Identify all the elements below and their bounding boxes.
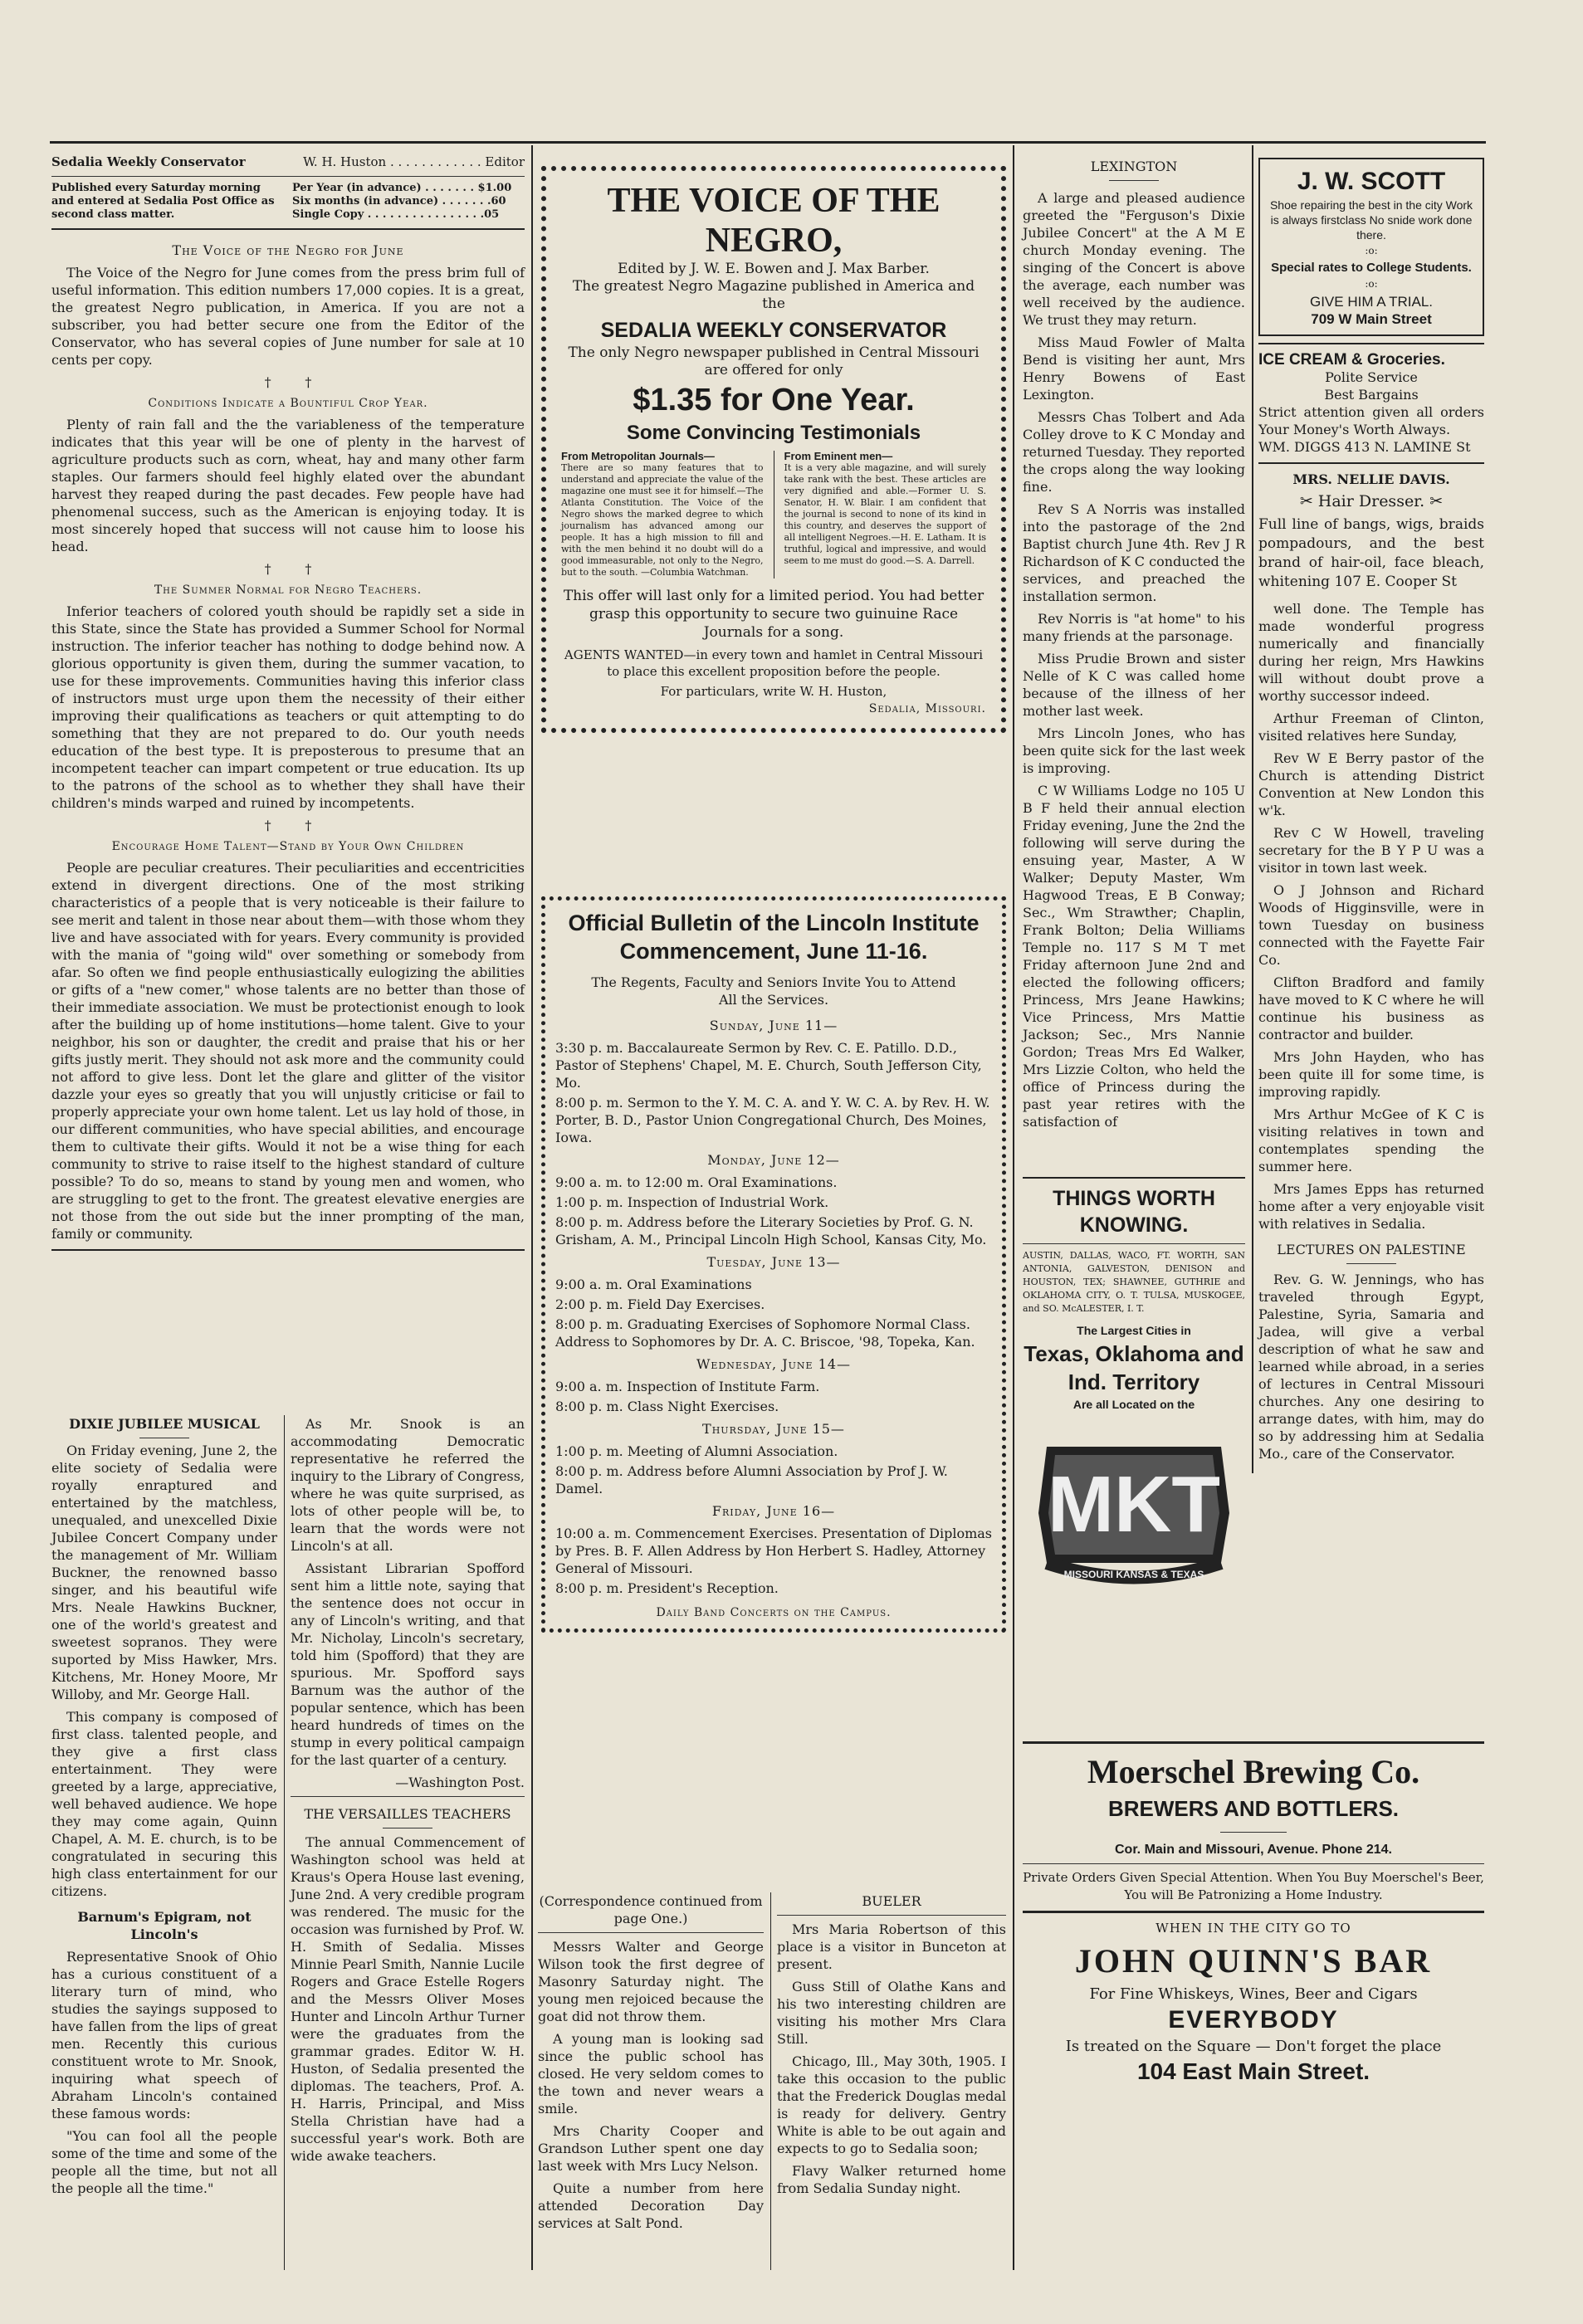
- schedule-day: Monday, June 12—: [707, 1152, 840, 1168]
- snook-para: As Mr. Snook is an accommodating Democratic representative he referred the inquiry to the Library of Congress, where he was quite surprised, as lots of other people will be, to learn that the words were not Lincoln's at all.: [291, 1416, 525, 1554]
- quinn-for: For Fine Whiskeys, Wines, Beer and Cigars: [1089, 1985, 1418, 2003]
- voice-ad-price: $1.35 for One Year.: [633, 383, 915, 417]
- mkt-logo-text: MKT: [1048, 1460, 1220, 1549]
- quinn-treated: Is treated on the Square — Don't forget the place: [1065, 2038, 1442, 2055]
- ice-text: Strict attention given all orders Your Money's Worth Always.: [1258, 404, 1484, 437]
- schedule-item: 9:00 a. m. Inspection of Institute Farm.: [555, 1379, 820, 1394]
- palestine-title: LECTURES ON PALESTINE: [1277, 1242, 1466, 1257]
- metro-title: From Metropolitan Journals—: [561, 450, 715, 462]
- davis-ad: [1258, 471, 1484, 592]
- ice-title: ICE CREAM & Groceries.: [1258, 351, 1445, 369]
- scissors-icon: ✂: [1299, 492, 1313, 510]
- metro-text: There are so many features that to understand and appreciate the value of the magazine one must see it for himself.—The Atlanta Constitution. The Voice of the Negro shows the marked degree to which journalism has advanced among our people. It has a high mission to fill and with the men behind it no doubt will do a good immeasurable, not only to the Negro, but to the south. —Columbia Watchman.: [561, 462, 764, 578]
- moerschel-addr: Cor. Main and Missouri, Avenue. Phone 214.: [1115, 1843, 1392, 1857]
- voice-ad-greatest: The greatest Negro Magazine published in America and the: [572, 278, 975, 312]
- bueler: [777, 1892, 1006, 2202]
- publishing-note: Published every Saturday morning and entered at Sedalia Post Office as second class matter.: [51, 182, 275, 221]
- schedule-item: 9:00 a. m. Oral Examinations: [555, 1277, 752, 1292]
- lex-para: Mrs Lincoln Jones, who has been quite sick for the last week is improving.: [1023, 725, 1245, 776]
- editor-line: W. H. Huston . . . . . . . . . . . . Editor: [303, 154, 525, 169]
- mkt-largest: The Largest Cities in: [1077, 1324, 1191, 1337]
- schedule-item: 8:00 p. m. President's Reception.: [555, 1580, 779, 1596]
- masthead-details: [51, 182, 525, 222]
- barnum-title: Barnum's Epigram, not Lincoln's: [77, 1909, 252, 1942]
- corr-title: (Correspondence continued from page One.): [539, 1893, 763, 1926]
- lex-para: Miss Prudie Brown and sister Nelle of K C was called home because of the illness of her mother last week.: [1023, 651, 1245, 719]
- schedule-day: Wednesday, June 14—: [696, 1356, 852, 1372]
- bottom-ads: [1023, 1735, 1484, 2088]
- lexington-title: LEXINGTON: [1090, 159, 1178, 174]
- voice-ad-testimonials: Some Convincing Testimonials: [626, 422, 921, 444]
- scott-ad: J. W. SCOTT Shoe repairing the best in the city Work is always firstclass No snide work done there. :o: Special rates to College Students. :o: GIVE HIM A TRIAL. 709 W Main Street: [1258, 158, 1484, 336]
- mkt-states: Texas, Oklahoma and Ind. Territory: [1024, 1341, 1244, 1394]
- schedule-item: 8:00 p. m. Sermon to the Y. M. C. A. and Y. W. C. A. by Rev. H. W. Porter, B. D., Pastor Union Congregational Church, Des Moines, Iowa.: [555, 1095, 990, 1145]
- ice-addr: WM. DIGGS 413 N. LAMINE St: [1258, 439, 1471, 455]
- mkt-logo-band: MISSOURI KANSAS & TEXAS: [1063, 1569, 1204, 1580]
- left-sub-column-a: [51, 1415, 277, 2202]
- lexington-column: [1023, 158, 1245, 1135]
- snook-para: Assistant Librarian Spofford sent him a little note, saying that the sentence does not occur in any of Lincoln's writing, and that Mr. Nicholay, Lincoln's secretary, told him (Spofford) that they are spurious. Mr. Spofford says Barnum was the author of the popular sentence, which has been heard hundreds of times on the stump in every political campaign for the last quarter of a century.: [291, 1560, 525, 1768]
- men-text: It is a very able magazine, and will surely take rank with the best. These articles are very dignified and able.—Former U. S. Senator, H. W. Blair. I am confident that the journal is second to none of its kind in this country, and deserves the support of all intelligent Negroes.—H. E. Latham. It is truthful, logical and impressive, and would seem to me must do good.—S. A. Darrell.: [784, 462, 986, 566]
- palestine-text: Rev. G. W. Jennings, who has traveled through Egypt, Palestine, Syria, Samaria and Jadea, will give a verbal description of what he saw and learned while abroad, in a series of lectures in Central Missouri churches. Any one desiring to arrange dates, with him, may do so by addressing him at Sedalia Mo., care of the Conservator.: [1258, 1272, 1484, 1462]
- bueler-title: BUELER: [862, 1893, 921, 1909]
- ice-bargains: Best Bargains: [1324, 387, 1419, 403]
- lex2-para: Clifton Bradford and family have moved to K C where he will continue his business as contractor and builder.: [1258, 974, 1484, 1042]
- men-title: From Eminent men—: [784, 450, 893, 462]
- summer-text: Inferior teachers of colored youth should be rapidly set a side in this State, since the State has provided a Summer School for Normal instruction. The inferior teacher has nothing to dodge behind now. A glorious opportunity is given them, during the summer vacation, to use for these improvements. Communities having this inferior class of instructors must urge upon them the necessity of their either improving their qualifications as teachers or quit attempting to do something that they are not prepared to do. Our youth needs education of the best type. It is preposterous to presume that an incompetent teacher can impart competent or true education. Its up to the patrons of the school as to whether they shall have their children's minds warped and ruined by incompetents.: [51, 603, 525, 811]
- lex2-para: Mrs James Epps has returned home after a very enjoyable visit with relatives in Sedalia.: [1258, 1181, 1484, 1232]
- davis-name: MRS. NELLIE DAVIS.: [1292, 471, 1450, 487]
- scott-trial: GIVE HIM A TRIAL.: [1309, 294, 1433, 310]
- dixie-title: DIXIE JUBILEE MUSICAL: [69, 1416, 260, 1432]
- lex2-para: Mrs Arthur McGee of K C is visiting relatives in town and contemplates spending the summer here.: [1258, 1106, 1484, 1174]
- summer-title: The Summer Normal for Negro Teachers.: [154, 583, 423, 597]
- scissors-icon: ✂: [1429, 492, 1444, 510]
- paper-name: Sedalia Weekly Conservator: [51, 154, 246, 169]
- voice-ad-offer: This offer will last only for a limited period. You had better grasp this opportunity to secure two guinuine Race Journals for a song.: [563, 588, 984, 641]
- barnum-quote: "You can fool all the people some of the time and some of the people all the time, but not all the people all the time.": [51, 2128, 277, 2196]
- lex-para: Messrs Chas Tolbert and Ada Colley drove to K C Monday and returned Tuesday. They reported the crops along the way looking fine.: [1023, 409, 1245, 495]
- schedule-item: 2:00 p. m. Field Day Exercises.: [555, 1296, 765, 1312]
- schedule-item: 10:00 a. m. Commencement Exercises. Presentation of Diplomas by Pres. B. F. Allen Address by Hon Herbert S. Hadley, Attorney General of Missouri.: [555, 1526, 992, 1576]
- column-rule: [1252, 145, 1253, 1473]
- davis-trade: Hair Dresser.: [1317, 492, 1425, 510]
- scott-addr: 709 W Main Street: [1311, 311, 1432, 327]
- bueler-para: Guss Still of Olathe Kans and his two interesting children are visiting his mother Mrs Clara Still.: [777, 1979, 1006, 2047]
- voice-ad-only: The only Negro newspaper published in Central Missouri are offered for only: [568, 344, 980, 378]
- schedule-item: 8:00 p. m. Graduating Exercises of Sophomore Normal Class. Address to Sophomores by Dr. A. C. Briscoe, '98, Topeka, Kan.: [555, 1316, 975, 1350]
- bueler-para: Flavy Walker returned home from Sedalia Sunday night.: [777, 2163, 1006, 2196]
- moerschel-orders: Private Orders Given Special Attention. When You Buy Moerschel's Beer, You will Be Patronizing a Home Industry.: [1023, 1870, 1484, 1902]
- scott-rates: Special rates to College Students.: [1271, 261, 1472, 275]
- talent-title: Encourage Home Talent—Stand by Your Own Children: [111, 840, 465, 853]
- correspondence: [538, 1892, 764, 2237]
- rate-single: Single Copy . . . . . . . . . . . . . . . .05: [292, 208, 500, 221]
- corr-para: Messrs Walter and George Wilson took the first degree of Masonry Saturday night. The young men rejoiced because the goat did not throw them.: [538, 1939, 764, 2024]
- voice-ad-edited: Edited by J. W. E. Bowen and J. Max Barber.: [618, 261, 930, 277]
- schedule: [555, 1017, 992, 1597]
- corr-para: Quite a number from here attended Decoration Day services at Salt Pond.: [538, 2180, 764, 2231]
- rate-six-months: Six months (in advance) . . . . . . .60: [292, 195, 506, 208]
- voice-ad-frame: [541, 166, 1006, 733]
- voice-ad-place: Sedalia, Missouri.: [868, 702, 986, 715]
- voice-ad-agents: AGENTS WANTED—in every town and hamlet in Central Missouri to place this excellent proposition before the people.: [564, 647, 984, 679]
- left-column: Sedalia Weekly Conservator W. H. Huston . . . . . . . . . . . . Editor Published every Saturday morning and entered at Sedalia Post Office as second class matter. Per Year (in advance) . . . . . . . $1.00 Six months (in advance) . . . . . . .60 Single Copy . . . . . . . . . . . . . . . .05 The Voice of the Negro for June The Voice of the Negro for June comes from the press brim full of useful information. This edition numbers 17,000 copies. It is a great, the greatest Negro publication, in America. If you are not a subscriber, you had better secure one from the Editor of the Conservator, who has several copies of June number for sale at 10 cents per copy. † † Conditions Indicate a Bountiful Crop Year. Plenty of rain fall and the the variableness of the temperature indicates that this year will be one of plenty in the harvest of agriculture products such as corn, wheat, hay and many other farm staples. Our farmers should feel highly elated over the abundant harvest they reaped during the past decades. Few people have had phenomenal success, such as the American is enjoying today. It is most sincerely hoped that success will not cause him to loose his head. † † The Summer Normal for Negro Teachers. Inferior teachers of colored youth should be rapidly set a side in this State, since the State has provided a Summer School for Normal instruction. The inferior teacher has nothing to dodge behind now. A glorious opportunity is given them, during the summer vacation, to use for these improvements. Communities having this inferior class of instructors must urge upon them the necessity of their either improving their qualifications as teachers or quit attempting to do something that they are not prepared to do. Our youth needs education of the best type. It is preposterous to presume that an incompetent teacher can impart competent or true education. Its up to the patrons of the school as to whether they shall have their children's minds warped and ruined by incompetents. † † Encourage Home Talent—Stand by Your Own Children People are peculiar creatures. Their peculiarities and eccentricities extend in divergent directions. One of the most striking characteristics of a people that is very noticeable is their failure to see merit and talent in those near about them—with those whom they live and have associated with for years. Every community is provided with the mania of "going wild" over something or somebody from afar. So often we find people enthusiastically eulogizing the abilities or gifts of a "new comer," whose talents are no better than those of their immediate association. We must be protectionist enough to look after the building up of home institutions—home talent. Give to your neighbor, his son or daughter, the credit and praise that his or her gifts justly merit. They should not ask more and the community could not afford to give less. Dont let the glare and glitter of the visitor dazzle your eyes so greatly that you will unjustly criticise or fail to properly appreciate your own home talent. Let us lay hold of those, in our different communities, who have special abilities, and encourage them to cultivate their gifts. Would it not be a wise thing for each community to strive to raise itself to the highest standard of culture possible? To do so, means to stand by young men and women, who are struggling to get to the front. The greatest elevative energies are not those from the out side but the inner prompting of the man, family or community.: [51, 154, 525, 1257]
- barnum-para: Representative Snook of Ohio has a curious constituent of a literary turn of mind, who studies the sayings supposed to have fallen from the lips of great men. Recently this curious constituent wrote to Mr. Snook, inquiring what speech of Abraham Lincoln's contained these famous words:: [51, 1949, 277, 2121]
- ice-service: Polite Service: [1325, 369, 1418, 385]
- schedule-item: 8:00 p. m. Address before the Literary Societies by Prof. G. N. Grisham, A. M., Principal Lincoln High School, Kansas City, Mo.: [555, 1214, 987, 1247]
- lex2-para: Arthur Freeman of Clinton, visited relatives here Sunday,: [1258, 710, 1484, 744]
- voice-title: The Voice of the Negro for June: [172, 242, 404, 258]
- testimonials: [561, 451, 986, 579]
- schedule-day: Thursday, June 15—: [702, 1421, 845, 1437]
- mkt-logo: [1030, 1422, 1238, 1596]
- quinn-name: JOHN QUINN'S BAR: [1074, 1942, 1433, 1980]
- schedule-day: Friday, June 16—: [711, 1503, 836, 1519]
- scott-text: Shoe repairing the best in the city Work is always firstclass No snide work done there.: [1269, 198, 1473, 242]
- crop-title: Conditions Indicate a Bountiful Crop Year.: [148, 397, 428, 410]
- schedule-day: Tuesday, June 13—: [706, 1254, 841, 1270]
- band-concerts: Daily Band Concerts on the Campus.: [656, 1606, 892, 1619]
- schedule-item: 3:30 p. m. Baccalaureate Sermon by Rev. C. E. Patillo. D.D., Pastor of Stephens' Chapel, M. E. Church, South Jefferson City, Mo.: [555, 1040, 982, 1091]
- far-right-column: [1258, 158, 1484, 1467]
- masthead: [51, 154, 525, 171]
- davis-text: Full line of bangs, wigs, braids pompadours, and the best brand of hair-oil, face bleach, whitening 107 E. Cooper St: [1258, 516, 1484, 590]
- voice-text: The Voice of the Negro for June comes from the press brim full of useful information. This edition numbers 17,000 copies. It is a great, the greatest Negro publication, in America. If you are not a subscriber, you had better secure one from the Editor of the Conservator, who has several copies of June number for sale at 10 cents per copy.: [51, 265, 525, 368]
- bulletin-intro: The Regents, Faculty and Seniors Invite You to Attend All the Services.: [591, 974, 956, 1008]
- corr-para: Mrs Charity Cooper and Grandson Luther spent one day last week with Mrs Lucy Nelson.: [538, 2123, 764, 2174]
- lex2-para: Rev C W Howell, traveling secretary for the B Y P U was a visitor in town last week.: [1258, 825, 1484, 876]
- versailles-title: THE VERSAILLES TEACHERS: [304, 1806, 511, 1822]
- quinn-when: WHEN IN THE CITY GO TO: [1155, 1921, 1351, 1936]
- talent-text: People are peculiar creatures. Their peculiarities and eccentricities extend in divergent directions. One of the most striking characteristics of a people that is very noticeable is their failure to see merit and talent in those near about them—with those whom they live and have associated with for years. Every community is provided with the mania of "going wild" over something or somebody from afar. So often we find people enthusiastically eulogizing the abilities or gifts of a "new comer," whose talents are no better than those of their immediate association. We must be protectionist enough to look after the building up of home institutions—home talent. Give to your neighbor, his son or daughter, the credit and praise that his or her gifts justly merit. They should not ask more and the community could not afford to give less. Dont let the glare and glitter of the visitor dazzle your eyes so greatly that you will unjustly criticise or fail to properly appreciate your own home talent. Let us lay hold of those, in our different communities, who have special abilities, and encourage them to cultivate their gifts. Would it not be a wise thing for each community to strive to raise itself to the highest standard of culture possible? To do so, means to stand by young men and women, who are struggling to get to the front. The greatest elevative energies are not those from the out side but the inner prompting of the man, family or community.: [51, 860, 525, 1242]
- voice-ad: [541, 166, 1006, 733]
- moerschel-name: Moerschel Brewing Co.: [1087, 1753, 1420, 1790]
- schedule-day: Sunday, June 11—: [709, 1018, 838, 1033]
- lex2-para: Mrs John Hayden, who has been quite ill for some time, is improving rapidly.: [1258, 1049, 1484, 1100]
- moerschel-tag: BREWERS AND BOTTLERS.: [1107, 1796, 1400, 1821]
- lex2-para: O J Johnson and Richard Woods of Higginsville, were in town Tuesday on business connected with the Fayette Fair Co.: [1258, 882, 1484, 968]
- lex-para: Miss Maud Fowler of Malta Bend is visiting her aunt, Mrs Henry Bowens of East Lexington.: [1023, 334, 1245, 403]
- corr-para: A young man is looking sad since the public school has closed. He very seldom comes to the town and never wears a smile.: [538, 2031, 764, 2116]
- lex-para: A large and pleased audience greeted the "Ferguson's Dixie Jubilee Concert" at the A M E church Monday evening. The singing of the Concert is above the average, each number was well received by the audience. We trust they may return.: [1023, 190, 1245, 328]
- bueler-para: Mrs Maria Robertson of this place is a visitor in Bunceton at present.: [777, 1921, 1006, 1972]
- schedule-item: 8:00 p. m. Address before Alumni Association by Prof J. W. Damel.: [555, 1463, 948, 1496]
- mkt-located: Are all Located on the: [1072, 1398, 1195, 1411]
- mkt-cities: AUSTIN, DALLAS, WACO, FT. WORTH, SAN ANTONIA, GALVESTON, DENISON and HOUSTON, TEX; SHAWNEE, GUTHRIE and OKLAHOMA CITY, O. T. TULSA, MUSKOGEE, and SO. McALESTER, I. T.: [1023, 1250, 1245, 1314]
- quinn-addr: 104 East Main Street.: [1136, 2058, 1370, 2084]
- bulletin-title: Official Bulletin of the Lincoln Institute Commencement, June 11-16.: [568, 911, 980, 964]
- voice-ad-particulars: For particulars, write W. H. Huston,: [660, 684, 887, 699]
- schedule-item: 1:00 p. m. Inspection of Industrial Work.: [555, 1194, 829, 1210]
- lex-para: Rev Norris is "at home" to his many friends at the parsonage.: [1023, 611, 1245, 644]
- lex2-para: well done. The Temple has made wonderful progress numerically and financially during her reign, Mrs Hawkins will without doubt prove a worthy successor indeed.: [1258, 601, 1484, 704]
- mkt-ad: [1023, 1170, 1245, 1604]
- quinn-everybody: EVERYBODY: [1168, 2006, 1339, 2034]
- schedule-item: 9:00 a. m. to 12:00 m. Oral Examinations.: [555, 1174, 838, 1190]
- crop-text: Plenty of rain fall and the the variableness of the temperature indicates that this year will be one of plenty in the harvest of agriculture products such as corn, wheat, hay and many other farm staples. Our farmers should feel highly elated over the abundant harvest they reaped during the past decades. Few people have had phenomenal success, such as the American is enjoying today. It is most sincerely hoped that success will not cause him to loose his head.: [51, 417, 525, 554]
- ice-ad: [1258, 351, 1484, 456]
- snook-source: —Washington Post.: [395, 1775, 525, 1790]
- voice-ad-title: THE VOICE OF THE NEGRO,: [607, 182, 941, 260]
- bueler-para: Chicago, Ill., May 30th, 1905. I take this occasion to the public that the Frederick Douglas medal is ready for delivery. Gentry White is able to be out again and expects to go to Sedalia soon;: [777, 2053, 1006, 2156]
- scott-name: J. W. SCOTT: [1297, 168, 1446, 195]
- schedule-item: 1:00 p. m. Meeting of Alumni Association.: [555, 1443, 838, 1459]
- top-rule: [50, 141, 1486, 144]
- rate-year: Per Year (in advance) . . . . . . . $1.00: [292, 182, 512, 194]
- left-sub-column-b: [291, 1415, 525, 2170]
- column-rule: [1013, 145, 1014, 2270]
- rates-table: [292, 182, 525, 222]
- dixie-para: On Friday evening, June 2, the elite society of Sedalia were royally enraptured and entertained by the matchless, unequaled, and unexcelled Dixie Jubilee Concert Company under the management of Mr. William Buckner, the renowned basso singer, and his beautiful wife Mrs. Neale Hawkins Buckner, one of the world's greatest and sweetest sopranos. They were suported by Miss Hawker, Mrs. Kitchens, Mr. Honey Moore, Mr Willoby, and Mr. George Hall.: [51, 1443, 277, 1702]
- versailles-text: The annual Commencement of Washington school was held at Kraus's Opera House last evening, June 2nd. A very credible program was rendered. The music for the occasion was furnished by Prof. W. H. Smith of Sedalia. Misses Minnie Pearl Smith, Nannie Lucile Rogers and Grace Estelle Rogers and the Messrs Oliver Moses Hunter and Lincoln Arthur Turner were the graduates from the grammar grades. Editor W. H. Huston, of Sedalia presented the diplomas. The teachers, Prof. A. H. Harris, Principal, and Miss Stella Christian have had a successful year's work. Both are wide awake teachers.: [291, 1834, 525, 2164]
- schedule-item: 8:00 p. m. Class Night Exercises.: [555, 1399, 779, 1414]
- lex-para: C W Williams Lodge no 105 U B F held their annual election Friday evening, June the 2nd the following will serve during the ensuing year, Master, A W Walker; Deputy Master, Wm Hagwood Treas, E B Conway; Sec., Wm Strawther; Chaplin, Frank Bolton; Delia Williams Temple no. 117 S M T met Friday afternoon June 2nd and elected the following officers; Princess, Mrs Jeane Hawkins; Vice Princess, Mrs Mattie Jackson; Sec., Mrs Nannie Gordon; Treas Mrs Ed Walker, Mrs Lizzie Colton, who held the office of Princess during the past year retires with the satisfaction of: [1023, 783, 1245, 1130]
- mkt-title: THINGS WORTH KNOWING.: [1053, 1187, 1215, 1237]
- bulletin: [541, 896, 1006, 1633]
- column-rule: [531, 145, 533, 2270]
- lex2-para: Rev W E Berry pastor of the Church is attending District Convention at New London this w'k.: [1258, 750, 1484, 818]
- dixie-para: This company is composed of first class. talented people, and they give a first class entertainment. They were greeted by a large, appreciative, well behaved audience. We hope they may come again, Quinn Chapel, A. M. E. church, is to be congratulated in securing this high class entertainment for our citizens.: [51, 1709, 277, 1899]
- lex-para: Rev S A Norris was installed into the pastorage of the 2nd Baptist church June 4th. Rev J R Richardson of K C conducted the services, and preached the installation sermon.: [1023, 501, 1245, 604]
- mkt-logo-image: [1030, 1422, 1238, 1596]
- voice-ad-paper: SEDALIA WEEKLY CONSERVATOR: [600, 319, 947, 342]
